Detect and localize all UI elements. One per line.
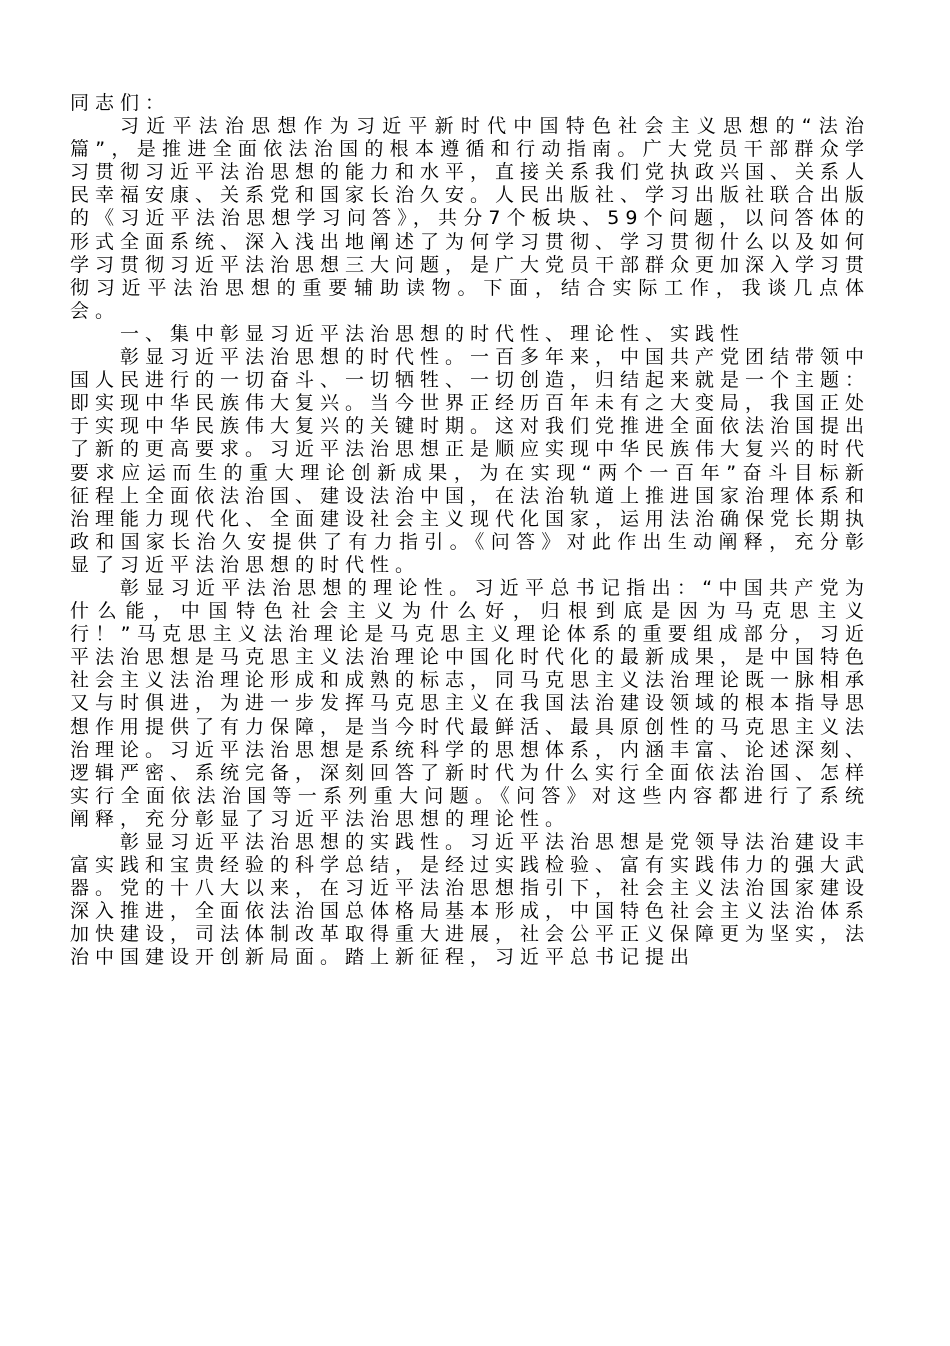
paragraph-practice: 彰显习近平法治思想的实践性。习近平法治思想是党领导法治建设丰富实践和宝贵经验的科学总结，是经过实践检验、富有实践伟力的强大武器。党的十八大以来，在习近平法治思想指引下，社会主义法治国家建设深入推进，全面依法治国总体格局基本形成，中国特色社会主义法治体系加快建设，司法体制改革取得重大进展，社会公平正义保障更为坚实，法治中国建设开创新局面。踏上新征程，习近平总书记提出	[70, 831, 871, 969]
intro-paragraph: 习近平法治思想作为习近平新时代中国特色社会主义思想的“法治篇”，是推进全面依法治国的根本遵循和行动指南。广大党员干部群众学习贯彻习近平法治思想的能力和水平，直接关系我们党执政兴国、关系人民幸福安康、关系党和国家长治久安。人民出版社、学习出版社联合出版的《习近平法治思想学习问答》，共分7个板块、59个问题，以问答体的形式全面系统、深入浅出地阐述了为何学习贯彻、学习贯彻什么以及如何学习贯彻习近平法治思想三大问题，是广大党员干部群众更加深入学习贯彻习近平法治思想的重要辅助读物。下面，结合实际工作，我谈几点体会。	[70, 115, 871, 322]
paragraph-timeliness: 彰显习近平法治思想的时代性。一百多年来，中国共产党团结带领中国人民进行的一切奋斗、一切牺牲、一切创造，归结起来就是一个主题：即实现中华民族伟大复兴。当今世界正经历百年未有之大变局，我国正处于实现中华民族伟大复兴的关键时期。这对我们党推进全面依法治国提出了新的更高要求。习近平法治思想正是顺应实现中华民族伟大复兴的时代要求应运而生的重大理论创新成果，为在实现“两个一百年”奋斗目标新征程上全面依法治国、建设法治中国，在法治轨道上推进国家治理体系和治理能力现代化、全面建设社会主义现代化国家，运用法治确保党长期执政和国家长治久安提供了有力指引。《问答》对此作出生动阐释，充分彰显了习近平法治思想的时代性。	[70, 346, 871, 576]
document-body	[70, 92, 870, 970]
section-heading: 一、集中彰显习近平法治思想的时代性、理论性、实践性	[120, 322, 746, 345]
paragraph-theory: 彰显习近平法治思想的理论性。习近平总书记指出：“中国共产党为什么能，中国特色社会主义为什么好，归根到底是因为马克思主义行！”马克思主义法治理论是马克思主义理论体系的重要组成部分，习近平法治思想是马克思主义法治理论中国化时代化的最新成果，是中国特色社会主义法治理论形成和成熟的标志，同马克思主义法治理论既一脉相承又与时俱进，为进一步发挥马克思主义在我国法治建设领域的根本指导思想作用提供了有力保障，是当今时代最鲜活、最具原创性的马克思主义法治理论。习近平法治思想是系统科学的思想体系，内涵丰富、论述深刻、逻辑严密、系统完备，深刻回答了新时代为什么实行全面依法治国、怎样实行全面依法治国等一系列重大问题。《问答》对这些内容都进行了系统阐释，充分彰显了习近平法治思想的理论性。	[70, 576, 871, 830]
salutation: 同志们：	[70, 92, 171, 114]
